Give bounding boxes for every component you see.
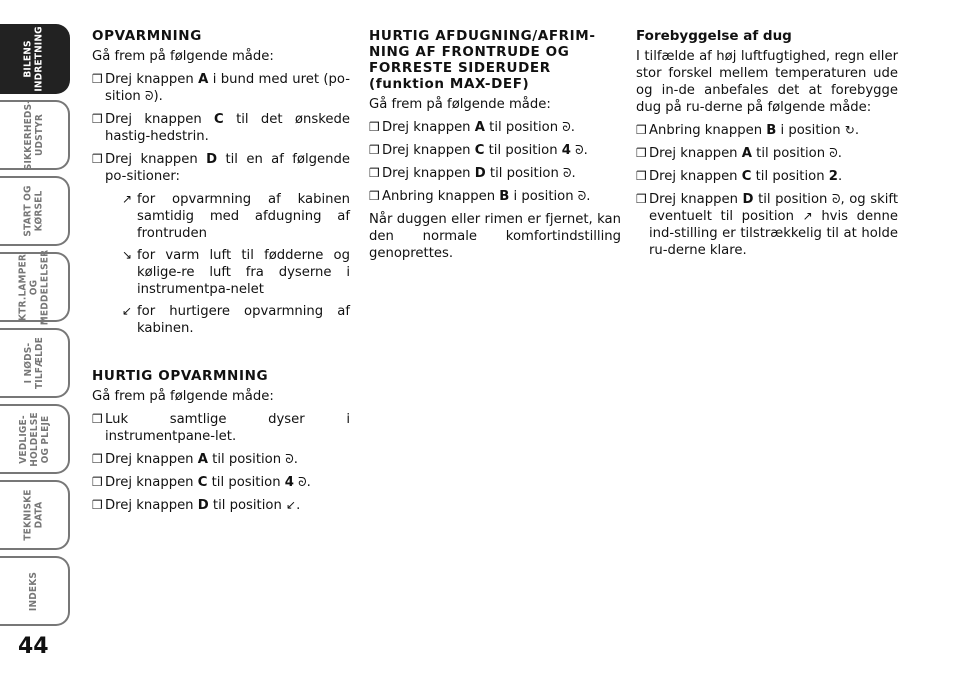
checkbox-icon: ❒ bbox=[636, 169, 647, 183]
checkbox-icon: ❒ bbox=[92, 475, 103, 489]
text: i position bbox=[509, 189, 578, 204]
text: Anbring knappen bbox=[649, 123, 767, 138]
sub-item bbox=[92, 247, 350, 298]
text: Drej knappen bbox=[382, 143, 475, 158]
sub-item-text: for hurtigere opvarmning af kabinen. bbox=[137, 304, 350, 336]
text: ). bbox=[153, 89, 163, 104]
checkbox-icon: ❒ bbox=[636, 123, 647, 137]
list-item: ❒ Anbring knappen B i position ᘐ. bbox=[369, 189, 591, 204]
intro-text: Gå frem på følgende måde: bbox=[369, 97, 551, 112]
intro-text: Gå frem på følgende måde: bbox=[92, 49, 274, 64]
key-label: B bbox=[499, 189, 510, 204]
tab-label: BILENS INDRETNING bbox=[22, 26, 45, 92]
text: , og skift eventuelt til position bbox=[649, 192, 898, 224]
text: Drej knappen bbox=[105, 475, 198, 490]
list-item: ❒ Anbring knappen B i position ↻. bbox=[636, 123, 860, 138]
key-label: A bbox=[197, 452, 208, 467]
checkbox-icon: ❒ bbox=[369, 143, 380, 157]
defrost-icon: ᘐ bbox=[298, 475, 307, 489]
list-item: ❒ Drej knappen C til position 2. bbox=[636, 169, 843, 184]
key-label: D bbox=[474, 166, 486, 181]
tab-sikkerhedsudstyr[interactable] bbox=[0, 100, 70, 170]
text: Drej knappen bbox=[649, 146, 742, 161]
defrost-icon: ᘐ bbox=[285, 452, 294, 466]
text: til en af følgende po-sitioner: bbox=[105, 152, 350, 184]
outside-air-icon: ᘐ bbox=[577, 189, 587, 203]
tab-label: VEDLIGE- HOLDELSE OG PLEJE bbox=[17, 411, 51, 467]
speed-number: 4 bbox=[561, 143, 571, 158]
section-heading-max-def: HURTIG AFDUGNING/AFRIM-NING AF FRONTRUDE OG FORRESTE SIDERUDER (funktion MAX-DEF) bbox=[369, 28, 596, 92]
list-item bbox=[92, 151, 350, 185]
checkbox-icon: ❒ bbox=[92, 152, 103, 166]
checkbox-icon: ❒ bbox=[636, 192, 647, 206]
feet-icon: ↙ bbox=[286, 498, 297, 512]
list-item bbox=[636, 191, 898, 259]
text: Luk samtlige dyser i instrumentpane-let. bbox=[105, 412, 350, 444]
text: Drej knappen bbox=[105, 498, 198, 513]
text: til position bbox=[485, 166, 564, 181]
speed-number: 2 bbox=[828, 169, 838, 184]
key-label: A bbox=[474, 120, 485, 135]
text: Drej knappen bbox=[105, 112, 215, 127]
text: Anbring knappen bbox=[382, 189, 500, 204]
text: Drej knappen bbox=[382, 166, 475, 181]
section-heading-forebyggelse: Forebyggelse af dug bbox=[636, 28, 792, 44]
tab-label: START OG KØRSEL bbox=[23, 185, 45, 237]
key-label: C bbox=[741, 169, 752, 184]
defrost-icon: ᘐ bbox=[831, 192, 841, 206]
checkbox-icon: ❒ bbox=[369, 120, 380, 134]
checkbox-icon: ❒ bbox=[92, 498, 103, 512]
sub-item bbox=[92, 303, 350, 337]
checkbox-icon: ❒ bbox=[92, 72, 103, 86]
checkbox-icon: ❒ bbox=[369, 166, 380, 180]
key-label: C bbox=[214, 112, 224, 127]
text: Drej knappen bbox=[105, 72, 199, 87]
section-heading-opvarmning: OPVARMNING bbox=[92, 28, 202, 44]
text: Drej knappen bbox=[105, 152, 207, 167]
text: til position bbox=[751, 146, 830, 161]
defrost-icon: ᘐ bbox=[145, 89, 154, 103]
text: til position bbox=[207, 452, 286, 467]
text: Drej knappen bbox=[649, 169, 742, 184]
tab-i-nodstilfaelde[interactable] bbox=[0, 328, 70, 398]
sub-item-text: for varm luft til fødderne og kølige-re luft fra dyserne i instrumentpa-nelet bbox=[137, 248, 350, 297]
key-label: D bbox=[197, 498, 209, 513]
key-label: D bbox=[206, 152, 218, 167]
feet-face-icon: ↘ bbox=[121, 248, 132, 262]
text: Drej knappen bbox=[649, 192, 743, 207]
list-item bbox=[92, 111, 350, 145]
list-item: ❒ Drej knappen C til position 4 ᘐ. bbox=[92, 475, 311, 490]
text: til det ønskede hastig-hedstrin. bbox=[105, 112, 350, 144]
tab-tekniske-data[interactable] bbox=[0, 480, 70, 550]
defrost-icon: ᘐ bbox=[575, 143, 584, 157]
text: til position bbox=[484, 143, 562, 158]
feet-windscreen-icon: ↗ bbox=[121, 192, 132, 206]
recirculation-icon: ↻ bbox=[844, 123, 855, 137]
text: i position bbox=[776, 123, 845, 138]
sub-item-text: for opvarmning af kabinen samtidig med afdugning af frontruden bbox=[137, 192, 350, 241]
text: Drej knappen bbox=[105, 452, 198, 467]
tab-label: SIKKERHEDS- UDSTYR bbox=[23, 99, 46, 171]
text: hvis denne ind-stilling er tilstrækkelig til at holde ru-derne klare. bbox=[649, 209, 898, 258]
defrost-icon: ᘐ bbox=[563, 166, 572, 180]
defrost-icon: ᘐ bbox=[562, 120, 571, 134]
tab-label: I NØDS- TILFÆLDE bbox=[22, 336, 45, 390]
text: Drej knappen bbox=[382, 120, 475, 135]
column-forebyggelse-af-dug bbox=[636, 28, 898, 265]
text: i bund med uret (po-sition bbox=[105, 72, 350, 104]
tab-indeks[interactable] bbox=[0, 556, 70, 626]
list-item: ❒ Drej knappen D til position ↙. bbox=[92, 498, 301, 513]
tab-vedligeholdelse[interactable] bbox=[0, 404, 70, 474]
text: til position bbox=[751, 169, 829, 184]
feet-windscreen-icon: ↗ bbox=[802, 209, 813, 223]
list-item: ❒ Drej knappen A til position ᘐ. bbox=[636, 146, 842, 161]
sub-item bbox=[92, 191, 350, 242]
tab-label: TEKNISKE DATA bbox=[23, 489, 45, 541]
speed-number: 4 bbox=[284, 475, 294, 490]
list-item: ❒ Drej knappen D til position ᘐ. bbox=[369, 166, 576, 181]
checkbox-icon: ❒ bbox=[369, 189, 380, 203]
tab-label: INDEKS bbox=[28, 571, 40, 611]
key-label: C bbox=[197, 475, 208, 490]
tab-label: KTR.LAMPER OG MEDDELELSER bbox=[17, 249, 51, 325]
tab-start-og-korsel[interactable] bbox=[0, 176, 70, 246]
section-heading-hurtig-opvarmning: HURTIG OPVARMNING bbox=[92, 368, 269, 384]
checkbox-icon: ❒ bbox=[92, 452, 103, 466]
key-label: B bbox=[766, 123, 777, 138]
checkbox-icon: ❒ bbox=[92, 112, 103, 126]
page-number: 44 bbox=[18, 634, 49, 659]
list-item: ❒ Drej knappen A til position ᘐ. bbox=[92, 452, 298, 467]
key-label: A bbox=[741, 146, 752, 161]
intro-text: Gå frem på følgende måde: bbox=[92, 389, 274, 404]
list-item: ❒ Drej knappen C til position 4 ᘐ. bbox=[369, 143, 588, 158]
tab-ktr-lamper[interactable] bbox=[0, 249, 70, 325]
key-label: A bbox=[198, 72, 209, 87]
intro-text: I tilfælde af høj luftfugtighed, regn eller stor forskel mellem temperaturen ude og in-de anbefales det at forebygge dug på ru-derne på følgende måde: bbox=[636, 49, 898, 115]
text: til position bbox=[753, 192, 832, 207]
text: til position bbox=[484, 120, 563, 135]
checkbox-icon: ❒ bbox=[636, 146, 647, 160]
text: til position bbox=[208, 498, 287, 513]
list-item: ❒ Drej knappen A til position ᘐ. bbox=[369, 120, 575, 135]
text: til position bbox=[207, 475, 285, 490]
defrost-icon: ᘐ bbox=[829, 146, 838, 160]
tab-bilens-indretning[interactable] bbox=[0, 24, 70, 94]
column-hurtig-afdugning bbox=[369, 28, 621, 268]
key-label: D bbox=[742, 192, 754, 207]
column-opvarmning bbox=[92, 28, 350, 520]
list-item bbox=[92, 411, 350, 445]
outro-text: Når duggen eller rimen er fjernet, kan den normale komfortindstilling genoprettes. bbox=[369, 212, 621, 261]
key-label: C bbox=[474, 143, 485, 158]
list-item bbox=[92, 71, 350, 105]
checkbox-icon: ❒ bbox=[92, 412, 103, 426]
feet-icon: ↙ bbox=[121, 304, 132, 318]
